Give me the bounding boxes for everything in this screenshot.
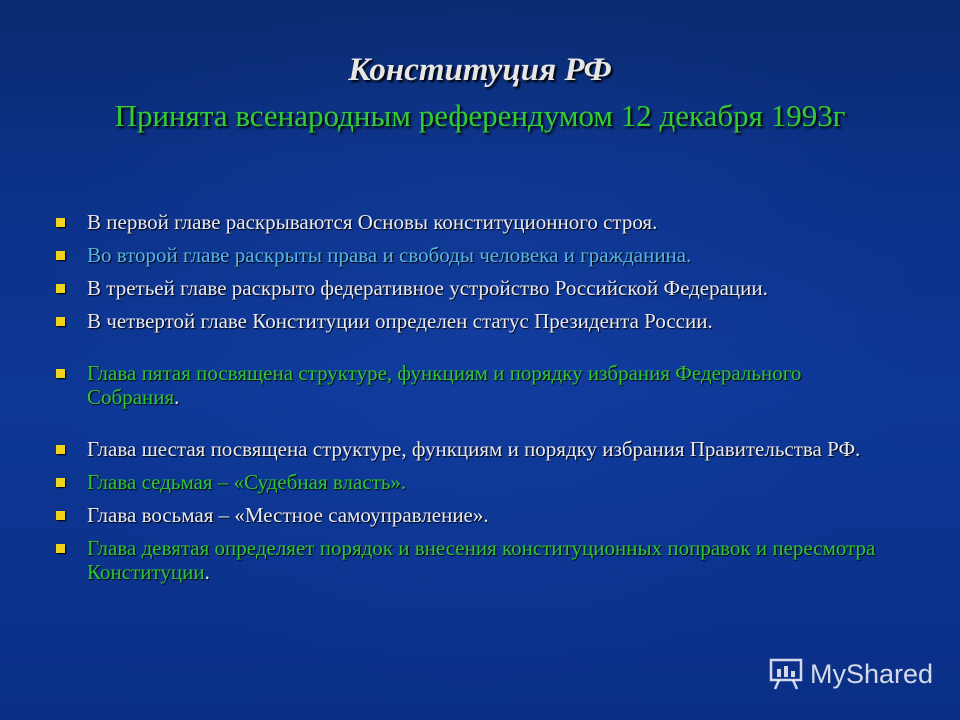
list-item-text: Глава пятая посвящена структуре, функциям и порядку избрания Федерального Собрания xyxy=(87,361,802,409)
slide-title: Конституция РФ xyxy=(348,52,612,88)
list-item-text: В третьей главе раскрыто федеративное устройство Российской Федерации. xyxy=(87,276,768,300)
list-item xyxy=(50,470,880,494)
list-item xyxy=(50,503,880,527)
bullet-list xyxy=(50,210,880,593)
square-bullet-icon xyxy=(56,369,65,378)
square-bullet-icon xyxy=(56,511,65,520)
list-item-text: Во второй главе раскрыты права и свободы человека и гражданина. xyxy=(87,243,692,267)
square-bullet-icon xyxy=(56,284,65,293)
slide-subtitle: Принята всенародным референдумом 12 декабря 1993г xyxy=(114,98,846,133)
list-item xyxy=(50,361,880,409)
square-bullet-icon xyxy=(56,478,65,487)
list-item-text: Глава восьмая – «Местное самоуправление». xyxy=(87,503,489,527)
list-item-period: . xyxy=(204,560,210,584)
list-item-text: В первой главе раскрываются Основы конституционного строя. xyxy=(87,210,658,234)
watermark-brand: MyShared xyxy=(810,658,934,689)
square-bullet-icon xyxy=(56,445,65,454)
list-item xyxy=(50,536,880,584)
list-item-text: В четвертой главе Конституции определен статус Президента России. xyxy=(87,309,713,333)
list-item xyxy=(50,276,880,300)
square-bullet-icon xyxy=(56,218,65,227)
list-item xyxy=(50,437,880,461)
list-item-text: Глава седьмая – «Судебная власть». xyxy=(87,470,407,494)
square-bullet-icon xyxy=(56,251,65,260)
square-bullet-icon xyxy=(56,544,65,553)
list-item-period: . xyxy=(174,385,180,409)
list-item-text: Глава девятая определяет порядок и внесения конституционных поправок и пересмотра Конституции xyxy=(87,536,876,584)
list-item xyxy=(50,309,880,333)
square-bullet-icon xyxy=(56,317,65,326)
list-item xyxy=(50,210,880,234)
list-item xyxy=(50,243,880,267)
list-item-text: Глава шестая посвящена структуре, функциям и порядку избрания Правительства РФ. xyxy=(87,437,861,461)
presentation-board-icon xyxy=(768,657,804,691)
watermark[interactable] xyxy=(768,656,933,692)
